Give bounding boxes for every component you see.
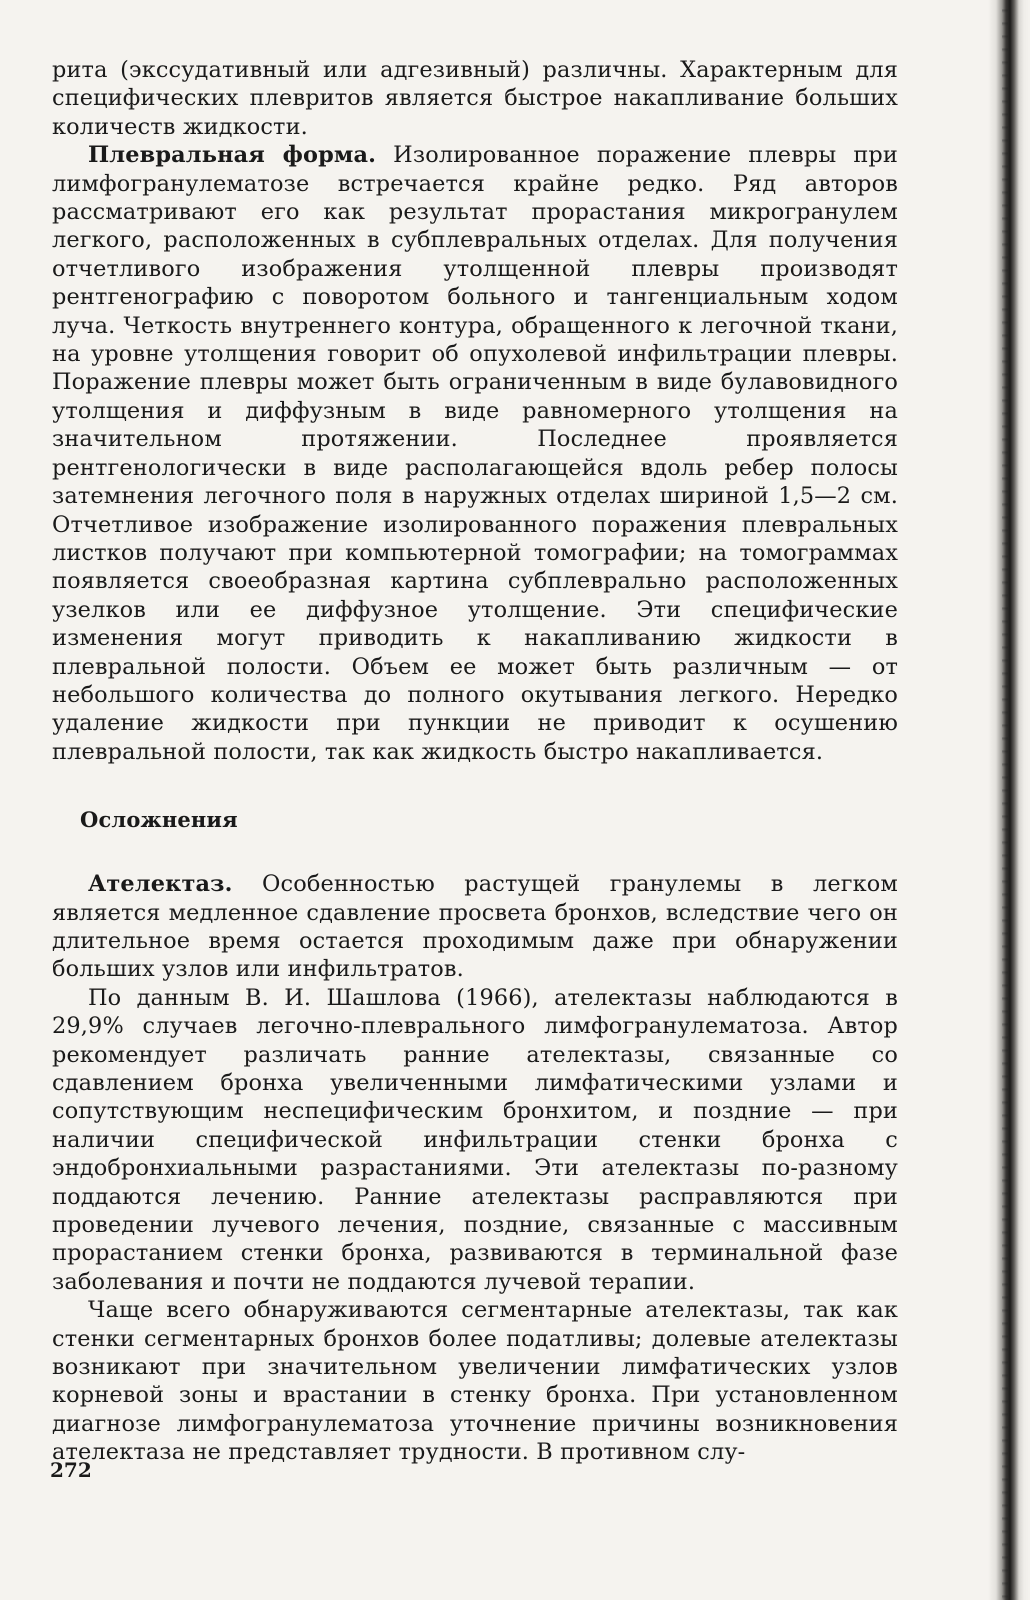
run-in-heading-atelectasis: Ателектаз. xyxy=(88,871,233,898)
paragraph-pleural-form xyxy=(52,141,898,766)
paragraph-shashlov: По данным В. И. Шашлова (1966), ателектазы наблюдаются в 29,9% случаев легочно-плеврального лимфогранулематоза. Автор рекомендует различать ранние ателектазы, связанные со сдавлением бронха увеличенными лимфатическими узлами и сопутствующим неспецифическим бронхитом, и поздние — при наличии специфической инфильтрации стенки бронха с эндобронхиальными разрастаниями. Эти ателектазы по-разному поддаются лечению. Ранние ателектазы расправляются при проведении лучевого лечения, поздние, связанные с массивным прорастанием стенки бронха, развиваются в терминальной фазе заболевания и почти не поддаются лучевой терапии. xyxy=(52,984,898,1295)
paragraph-pleural-form-text: Изолированное поражение плевры при лимфогранулематозе встречается крайне редко. Ряд авторов рассматривают его как результат прорастания микрогранулем легкого, расположенных в субплевральных отделах. Для получения отчетливого изображения утолщенной плевры производят рентгенографию с поворотом больного и тангенциальным ходом луча. Четкость внутреннего контура, обращенного к легочной ткани, на уровне утолщения говорит об опухолевой инфильтрации плевры. Поражение плевры может быть ограниченным в виде булавовидного утолщения и диффузным в виде равномерного утолщения на значительном протяжении. Последнее проявляется рентгенологически в виде располагающейся вдоль ребер полосы затемнения легочного поля в наружных отделах шириной 1,5—2 см. Отчетливое изображение изолированного поражения плевральных листков получают при компьютерной томографии; на томограммах появляется своеобразная картина субплеврально расположенных узелков или ее диффузное утолщение. Эти специфические изменения могут приводить к накапливанию жидкости в плевральной полости. Объем ее может быть различным — от небольшого количества до полного окутывания легкого. Нередко удаление жидкости при пункции не приводит к осушению плевральной полости, так как жидкость быстро накапливается. xyxy=(52,142,898,765)
run-in-heading-pleural-form: Плевральная форма. xyxy=(88,142,377,169)
page-number: 272 xyxy=(50,1458,92,1482)
paragraph-atelectasis-text: Особенностью растущей гранулемы в легком является медленное сдавление просвета бронхов, вследствие чего он длительное время остается проходимым даже при обнаружении больших узлов или инфильтратов. xyxy=(52,871,898,983)
paragraph-segmental: Чаще всего обнаруживаются сегментарные ателектазы, так как стенки сегментарных бронхов более податливы; долевые ателектазы возникают при значительном увеличении лимфатических узлов корневой зоны и врастании в стенку бронха. При установленном диагнозе лимфогранулематоза уточнение причины возникновения ателектаза не представляет трудности. В противном слу- xyxy=(52,1297,898,1466)
section-heading-complications: Осложнения xyxy=(80,807,238,833)
paragraph-atelectasis xyxy=(52,870,898,984)
spine-texture xyxy=(1002,0,1008,1600)
body-text xyxy=(52,56,898,1467)
book-spine-edge xyxy=(988,0,1030,1600)
paragraph-intro: рита (экссудативный или адгезивный) различны. Характерным для специфических плевритов является быстрое накапливание больших количеств жидкости. xyxy=(52,57,898,140)
